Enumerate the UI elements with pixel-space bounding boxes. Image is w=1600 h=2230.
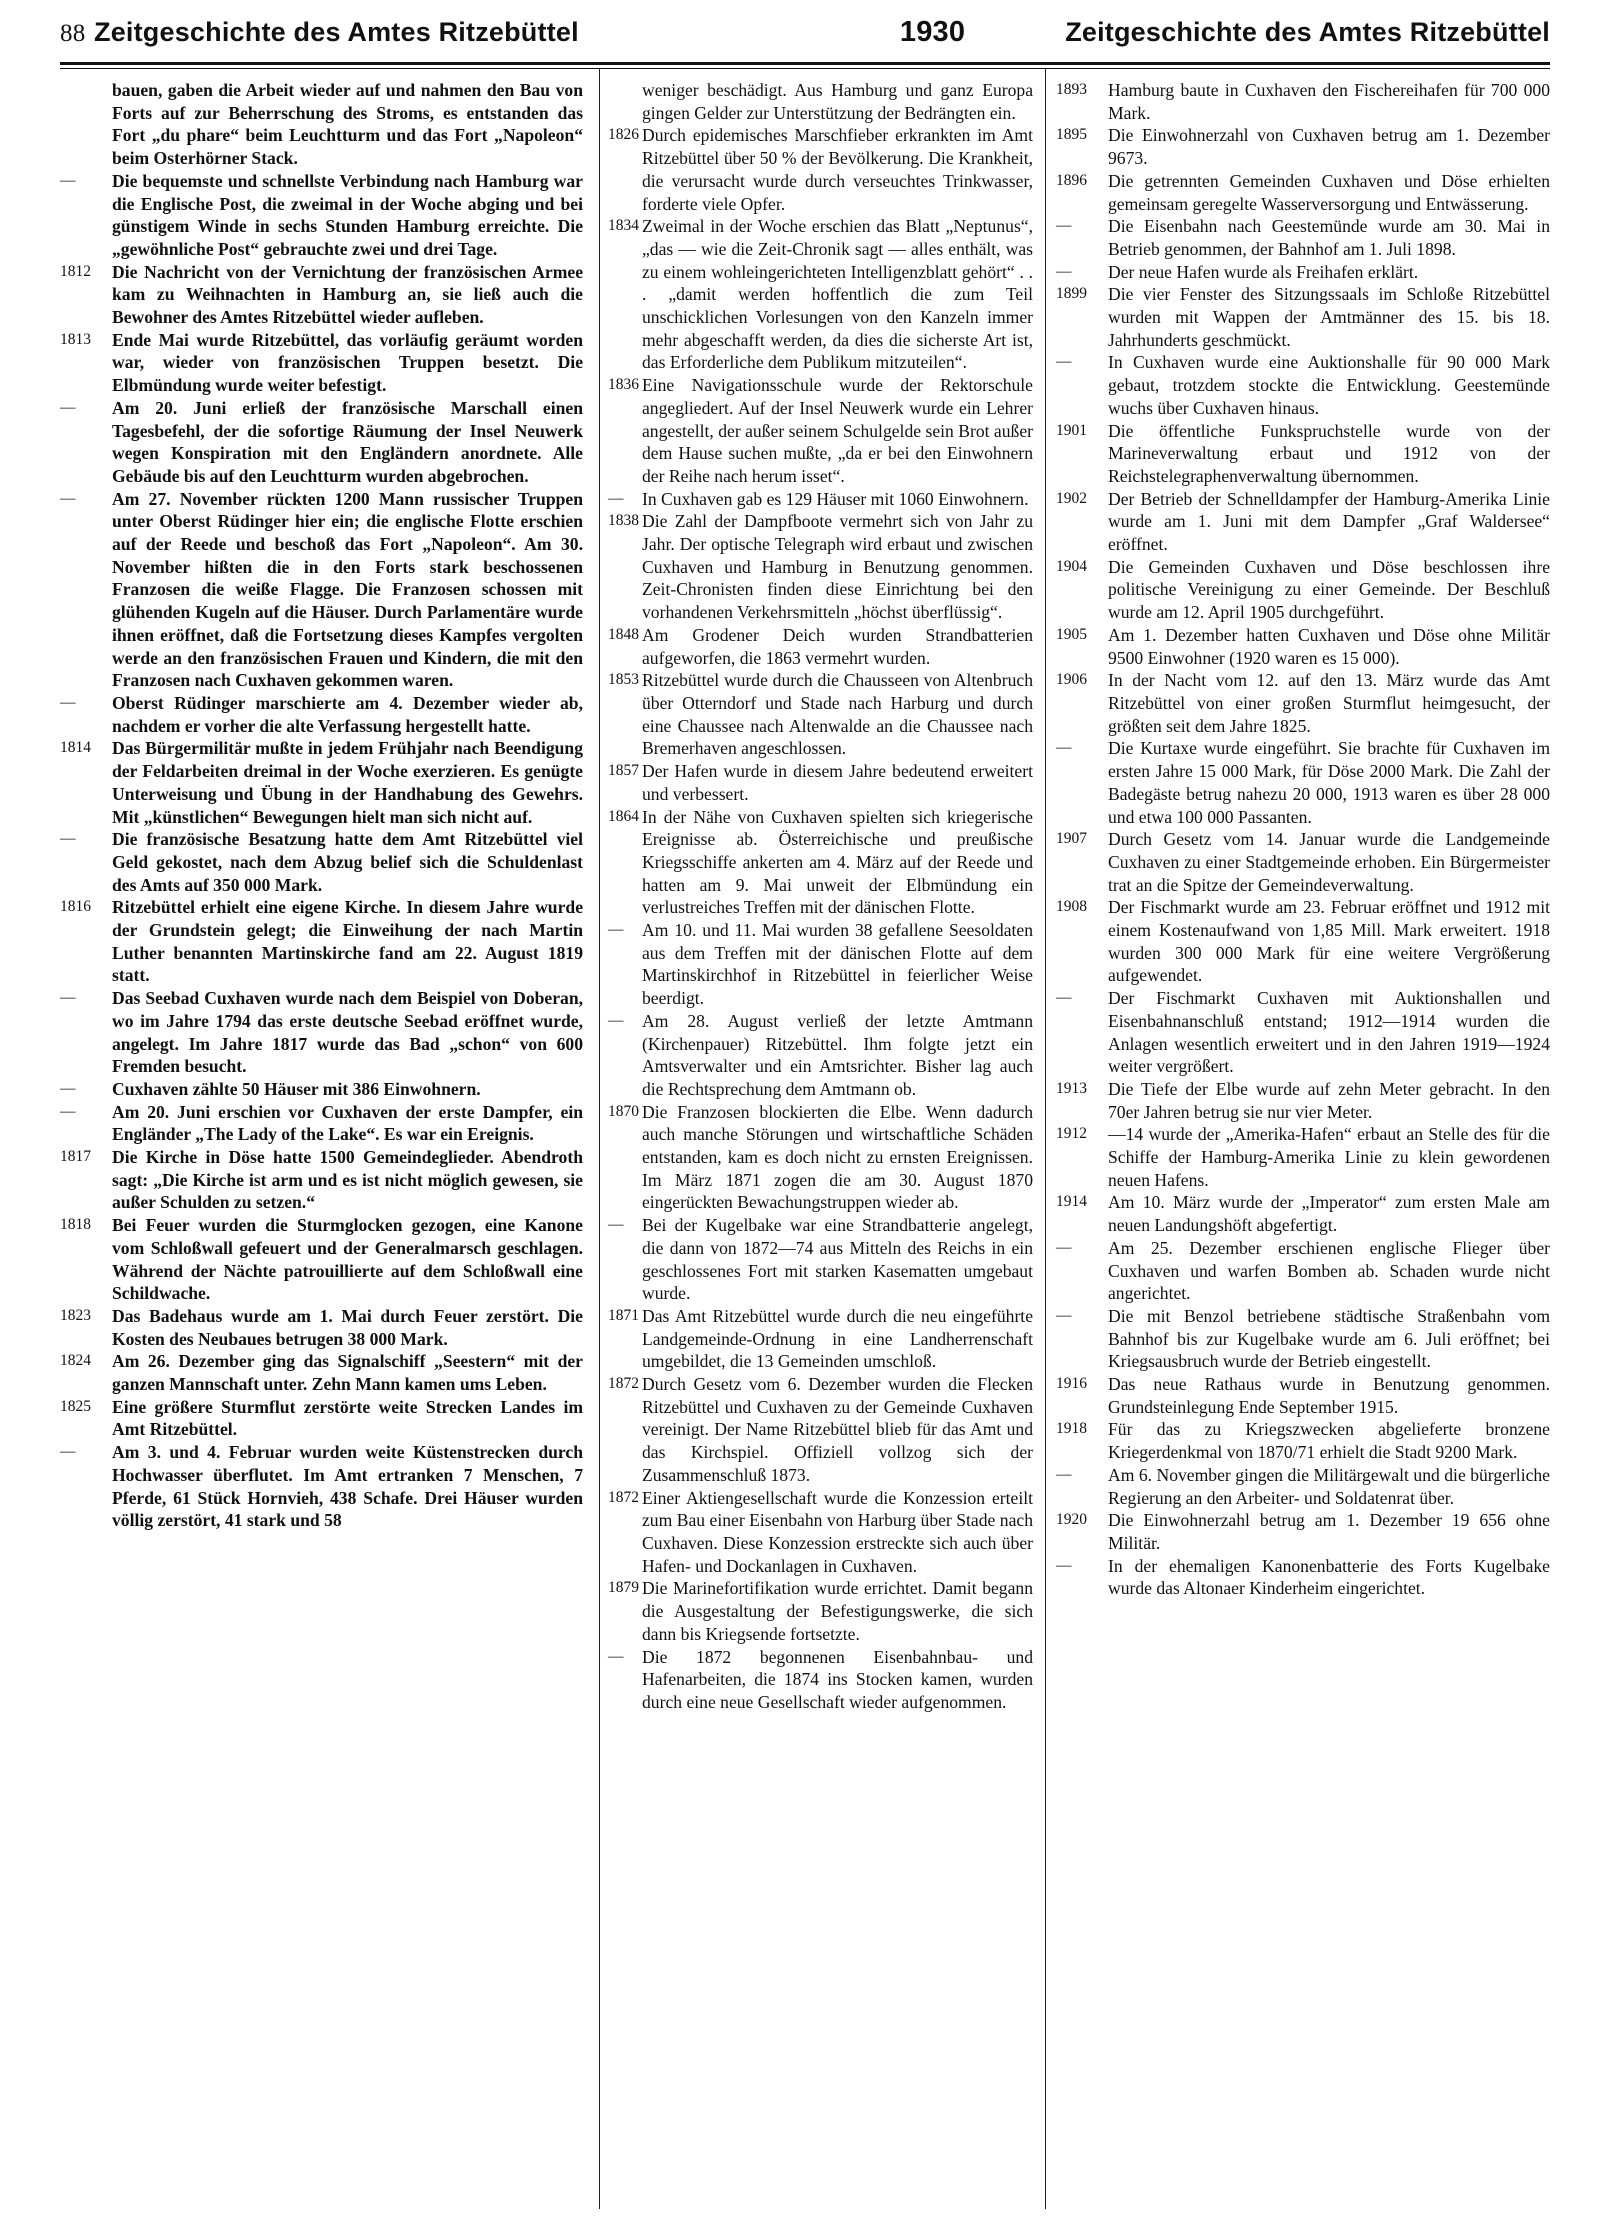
chronicle-entry <box>608 79 1033 124</box>
chronicle-entry <box>60 1305 583 1350</box>
chronicle-entry <box>608 919 1033 1010</box>
text-columns <box>60 69 1550 2209</box>
entry-year: 1824 <box>60 1352 91 1370</box>
chronicle-entry <box>60 1078 583 1101</box>
entry-text: Hamburg baute in Cuxhaven den Fischereihafen für 700 000 Mark. <box>1108 80 1550 123</box>
entry-year: 1817 <box>60 1148 91 1166</box>
chronicle-entry <box>608 374 1033 488</box>
entry-text: Die Gemeinden Cuxhaven und Döse beschlossen ihre politische Vereinigung zu einer Gemeinde. Der Beschluß wurde am 12. April 1905 durchgeführt. <box>1108 556 1550 623</box>
chronicle-entry <box>608 1373 1033 1487</box>
entry-text: Am Grodener Deich wurden Strandbatterien aufgeworfen, die 1863 vermehrt wurden. <box>642 624 1033 668</box>
entry-text: Am 26. Dezember ging das Signalschiff „Seestern“ mit der ganzen Mannschaft unter. Zehn Mann kamen ums Leben. <box>112 1351 583 1395</box>
header-rule <box>60 62 1550 65</box>
entry-text: Der Hafen wurde in diesem Jahre bedeutend erweitert und verbessert. <box>642 761 1033 804</box>
entry-year: 1870 <box>608 1102 639 1120</box>
entry-text: Am 28. August verließ der letzte Amtmann (Kirchenpauer) Ritzebüttel. Ihm folgte jetzt ein Amtsverwalter und ein Amtsrichter. Bisher lag auch die Rechtsprechung dem Amtmann ob. <box>642 1010 1033 1099</box>
entry-text: Das Seebad Cuxhaven wurde nach dem Beispiel von Doberan, wo im Jahre 1794 das erste deutsche Seebad eröffnet wurde, angelegt. Im Jahre 1817 wurde das Bad „schon“ von 600 Fremden besucht. <box>112 988 583 1077</box>
entry-text: Die Einwohnerzahl betrug am 1. Dezember 19 656 ohne Militär. <box>1108 1510 1550 1553</box>
chronicle-entry <box>608 1646 1033 1714</box>
chronicle-entry <box>608 1010 1033 1101</box>
chronicle-entry <box>1056 1464 1550 1509</box>
entry-year: — <box>60 1102 76 1120</box>
chronicle-entry <box>60 828 583 896</box>
entry-text: Durch Gesetz vom 6. Dezember wurden die Flecken Ritzebüttel und Cuxhaven zu der Gemeinde Cuxhaven vereinigt. Der Name Ritzebüttel blieb für das Amt und das Kirchspiel. Offiziell vollzog sich der Zusammenschluß 1873. <box>642 1374 1033 1485</box>
entry-year: — <box>1056 1238 1072 1256</box>
entry-text: In Cuxhaven wurde eine Auktionshalle für 90 000 Mark gebaut, trotzdem stockte die Entwicklung. Geestemünde wuchs über Cuxhaven hinaus. <box>1108 352 1550 418</box>
chronicle-entry <box>1056 488 1550 556</box>
entry-year: — <box>608 1216 624 1234</box>
entry-year: 1918 <box>1056 1420 1087 1438</box>
entry-text: Zweimal in der Woche erschien das Blatt „Neptunus“, „das — wie die Zeit-Chronik sagt — alles enthält, was zu einem wohleingerichteten Intelligenzblatt gehört“ . . . „damit werden hoffentlich die zum Teil unschicklichen Vorlesungen von den Kanzeln immer mehr abgeschafft werden, da dies die sicherste Art ist, das Erforderliche dem Publikum mitzuteilen“. <box>642 216 1033 373</box>
entry-year: 1871 <box>608 1306 639 1324</box>
entry-text: Am 20. Juni erließ der französische Marschall einen Tagesbefehl, der die sofortige Räumung der Insel Neuwerk wegen Konspiration mit den Engländern anordnete. Alle Gebäude bis auf den Leuchtturm wurden abgebrochen. <box>112 397 583 486</box>
entry-text: Durch Gesetz vom 14. Januar wurde die Landgemeinde Cuxhaven zu einer Stadtgemeinde erhoben. Ein Bürgermeister trat an die Spitze der Gemeindeverwaltung. <box>1108 829 1550 895</box>
chronicle-entry <box>1056 1418 1550 1463</box>
entry-year: 1920 <box>1056 1511 1087 1529</box>
chronicle-entry <box>1056 987 1550 1078</box>
entry-text: Der Fischmarkt wurde am 23. Februar eröffnet und 1912 mit einem Kostenaufwand von 1,85 Mill. Mark erweitert. 1918 wurden 300 000 Mark für eine weitere Vergrößerung aufgewendet. <box>1108 897 1550 986</box>
entry-year: 1864 <box>608 807 639 825</box>
entry-year: 1848 <box>608 625 639 643</box>
entry-text: In Cuxhaven gab es 129 Häuser mit 1060 Einwohnern. <box>642 488 1029 509</box>
chronicle-entry <box>1056 420 1550 488</box>
entry-text: Die Tiefe der Elbe wurde auf zehn Meter gebracht. In den 70er Jahren betrug sie nur vier Meter. <box>1108 1078 1550 1122</box>
entry-year: 1872 <box>608 1375 639 1393</box>
chronicle-entry <box>608 760 1033 805</box>
chronicle-entry <box>1056 79 1550 124</box>
running-title-right: Zeitgeschichte des Amtes Ritzebüttel <box>1065 17 1550 47</box>
entry-year: 1901 <box>1056 421 1087 439</box>
entry-text: Die französische Besatzung hatte dem Amt Ritzebüttel viel Geld gekostet, nach dem Abzug belief sich die Schuldenlast des Amts auf 350 000 Mark. <box>112 829 583 895</box>
entry-text: Am 3. und 4. Februar wurden weite Küstenstrecken durch Hochwasser überflutet. Im Amt ertranken 7 Menschen, 7 Pferde, 61 Stück Hornvieh, 438 Schafe. Drei Häuser wurden völlig zerstört, 41 stark und 58 <box>112 1442 583 1531</box>
entry-year: 1826 <box>608 126 639 144</box>
entry-text: Bei der Kugelbake war eine Strandbatterie angelegt, die dann von 1872—74 aus Mitteln des Reichs in ein geschlossenes Fort mit starken Kasematten umgebaut wurde. <box>642 1215 1033 1304</box>
chronicle-entry <box>60 397 583 488</box>
chronicle-entry <box>608 1305 1033 1373</box>
entry-year: — <box>1056 1465 1072 1483</box>
entry-text: Ende Mai wurde Ritzebüttel, das vorläufig geräumt worden war, wieder von französischen Truppen besetzt. Die Elbmündung wurde weiter befestigt. <box>112 329 583 396</box>
entry-text: In der ehemaligen Kanonenbatterie des Forts Kugelbake wurde das Altonaer Kinderheim eingerichtet. <box>1108 1555 1550 1599</box>
entry-year: 1816 <box>60 898 91 916</box>
entry-year: — <box>60 989 76 1007</box>
entry-text: Am 6. November gingen die Militärgewalt und die bürgerliche Regierung an den Arbeiter- und Soldatenrat über. <box>1108 1464 1550 1508</box>
chronicle-entry <box>60 261 583 329</box>
entry-text: Die Marinefortifikation wurde errichtet. Damit begann die Ausgestaltung der Befestigungswerke, die sich dann bis Kriegsende fortsetzte. <box>642 1578 1033 1644</box>
chronicle-entry <box>608 1101 1033 1215</box>
entry-text: Durch epidemisches Marschfieber erkrankten im Amt Ritzebüttel über 50 % der Bevölkerung. Die Krankheit, die verursacht wurde durch verseuchtes Trinkwasser, forderte viele Opfer. <box>642 125 1033 214</box>
entry-year: — <box>1056 1306 1072 1324</box>
entry-text: Am 1. Dezember hatten Cuxhaven und Döse ohne Militär 9500 Einwohner (1920 waren es 15 000). <box>1108 624 1550 668</box>
chronicle-entry <box>60 1441 583 1532</box>
chronicle-entry <box>60 329 583 397</box>
entry-text: Die Eisenbahn nach Geestemünde wurde am 30. Mai in Betrieb genommen, der Bahnhof am 1. Juli 1898. <box>1108 216 1550 259</box>
chronicle-entry <box>1056 669 1550 737</box>
entry-text: Die getrennten Gemeinden Cuxhaven und Döse erhielten gemeinsam geregelte Wasserversorgung und Entwässerung. <box>1108 170 1550 214</box>
entry-text: Ritzebüttel erhielt eine eigene Kirche. In diesem Jahre wurde der Grundstein gelegt; die Einweihung der nach Martin Luther benannten Martinskirche fand am 22. August 1819 statt. <box>112 897 583 986</box>
chronicle-entry <box>1056 1509 1550 1554</box>
entry-text: Ritzebüttel wurde durch die Chausseen von Altenbruch über Otterndorf und Stade nach Harburg und durch eine Chaussee nach Altenwalde an die Chaussee nach Bremerhaven angeschlossen. <box>642 670 1033 759</box>
entry-text: Der Betrieb der Schnelldampfer der Hamburg-Amerika Linie wurde am 1. Juni mit dem Dampfer „Graf Waldersee“ eröffnet. <box>1108 488 1550 555</box>
entry-text: Am 10. und 11. Mai wurden 38 gefallene Seesoldaten aus dem Treffen mit der dänischen Flotte auf dem Martinskirchhof in Ritzebüttel in feierlicher Weise beerdigt. <box>642 920 1033 1009</box>
entry-year: — <box>608 1647 624 1665</box>
chronicle-entry <box>1056 351 1550 419</box>
entry-year: 1912 <box>1056 1125 1087 1143</box>
entry-year: 1908 <box>1056 898 1087 916</box>
entry-year: 1812 <box>60 262 91 280</box>
entry-year: 1857 <box>608 762 639 780</box>
entry-year: 1872 <box>608 1488 639 1506</box>
chronicle-entry <box>60 1146 583 1214</box>
chronicle-entry <box>608 488 1033 511</box>
chronicle-entry <box>60 737 583 828</box>
column-left <box>60 69 600 2209</box>
chronicle-entry <box>1056 170 1550 215</box>
chronicle-entry <box>60 79 583 170</box>
entry-year: — <box>1056 989 1072 1007</box>
entry-text: Die 1872 begonnenen Eisenbahnbau- und Hafenarbeiten, die 1874 ins Stocken kamen, wurden durch eine neue Gesellschaft wieder aufgenommen. <box>642 1646 1033 1712</box>
chronicle-entry <box>1056 1191 1550 1236</box>
chronicle-entry <box>60 896 583 987</box>
chronicle-entry <box>608 669 1033 760</box>
entry-text: Eine größere Sturmflut zerstörte weite Strecken Landes im Amt Ritzebüttel. <box>112 1396 583 1440</box>
chronicle-entry <box>608 806 1033 920</box>
entry-year: — <box>60 489 76 507</box>
chronicle-entry <box>1056 1123 1550 1191</box>
entry-year: — <box>60 398 76 416</box>
entry-text: Die Zahl der Dampfboote vermehrt sich von Jahr zu Jahr. Der optische Telegraph wird erbaut und zwischen Cuxhaven und Hamburg in Benutzung genommen. Zeit-Chronisten finden diese Einrichtung bei den vorhandenen Verkehrsmitteln „höchst überflüssig“. <box>642 511 1033 623</box>
chronicle-entry <box>608 1487 1033 1578</box>
entry-year: — <box>60 830 76 848</box>
chronicle-entry <box>60 488 583 692</box>
page-number: 88 <box>60 20 86 47</box>
header-year: 1930 <box>899 16 966 48</box>
entry-text: Oberst Rüdinger marschierte am 4. Dezember wieder ab, nachdem er vorher die alte Verfassung hergestellt hatte. <box>112 692 583 736</box>
entry-year: 1916 <box>1056 1375 1087 1393</box>
entry-year: 1838 <box>608 512 639 530</box>
chronicle-entry <box>608 624 1033 669</box>
chronicle-entry <box>1056 124 1550 169</box>
entry-year: 1913 <box>1056 1079 1087 1097</box>
entry-text: Das Amt Ritzebüttel wurde durch die neu eingeführte Landgemeinde-Ordnung in eine Landherrenschaft umgebildet, die 13 Gemeinden umschloß. <box>642 1305 1033 1372</box>
entry-year: — <box>60 693 76 711</box>
chronicle-entry <box>60 1214 583 1305</box>
entry-year: 1914 <box>1056 1193 1087 1211</box>
page-header <box>60 16 1550 54</box>
chronicle-entry <box>1056 283 1550 351</box>
entry-text: Am 10. März wurde der „Imperator“ zum ersten Male am neuen Landungshöft abgefertigt. <box>1108 1192 1550 1236</box>
entry-text: In der Nähe von Cuxhaven spielten sich kriegerische Ereignisse ab. Österreichische und preußische Kriegsschiffe ankerten am 4. März auf der Reede und hatten am 9. Mai unweit der Elbmündung ein verlustreiches Treffen mit der dänischen Flotte. <box>642 806 1033 918</box>
entry-text: Das Badehaus wurde am 1. Mai durch Feuer zerstört. Die Kosten des Neubaues betrugen 38 000 Mark. <box>112 1305 583 1349</box>
running-title-left: Zeitgeschichte des Amtes Ritzebüttel <box>94 17 579 47</box>
entry-text: Die bequemste und schnellste Verbindung nach Hamburg war die Englische Post, die zweimal in der Woche abging und bei günstigem Winde in sechs Stunden Hamburg erreichte. Die „gewöhnliche Post“ gebrauchte zwei und drei Tage. <box>112 170 583 259</box>
entry-year: — <box>608 921 624 939</box>
entry-year: 1895 <box>1056 126 1087 144</box>
entry-text: Die mit Benzol betriebene städtische Straßenbahn vom Bahnhof bis zur Kugelbake wurde am 6. Juli eröffnet; bei Kriegsausbruch wurde der Betrieb eingestellt. <box>1108 1305 1550 1372</box>
entry-text: Die vier Fenster des Sitzungssaals im Schloße Ritzebüttel wurden mit Wappen der Amtmänner des 15. bis 18. Jahrhunderts geschmückt. <box>1108 284 1550 350</box>
chronicle-entry <box>1056 624 1550 669</box>
chronicle-entry <box>60 1396 583 1441</box>
entry-text: Die öffentliche Funkspruchstelle wurde von der Marineverwaltung erbaut und 1912 von der Reichstelegraphenverwaltung übernommen. <box>1108 420 1550 486</box>
entry-year: — <box>60 171 76 189</box>
chronicle-entry <box>608 215 1033 374</box>
entry-year: 1814 <box>60 739 91 757</box>
entry-year: 1834 <box>608 217 639 235</box>
entry-year: — <box>1056 739 1072 757</box>
entry-year: 1836 <box>608 376 639 394</box>
chronicle-entry <box>608 124 1033 215</box>
chronicle-entry <box>60 987 583 1078</box>
chronicle-entry <box>608 1214 1033 1305</box>
entry-year: 1904 <box>1056 557 1087 575</box>
entry-text: bauen, gaben die Arbeit wieder auf und nahmen den Bau von Forts auf zur Beherrschung des Stroms, es entstanden das Fort „du phare“ beim Leuchtturm und das Fort „Napoleon“ beim Osterhörner Stack. <box>112 80 583 169</box>
entry-text: weniger beschädigt. Aus Hamburg und ganz Europa gingen Gelder zur Unterstützung der Bedrängten ein. <box>642 80 1033 123</box>
entry-text: Am 20. Juni erschien vor Cuxhaven der erste Dampfer, ein Engländer „The Lady of the Lake“. Es war ein Ereignis. <box>112 1101 583 1145</box>
entry-text: Die Nachricht von der Vernichtung der französischen Armee kam zu Weihnachten in Hamburg an, sie ließ auch die Bewohner des Amtes Ritzebüttel wieder aufleben. <box>112 261 583 328</box>
entry-year: 1896 <box>1056 171 1087 189</box>
entry-text: Einer Aktiengesellschaft wurde die Konzession erteilt zum Bau einer Eisenbahn von Harburg über Stade nach Cuxhaven. Diese Konzession erstreckte sich auch über Hafen- und Dockanlagen in Cuxhaven. <box>642 1487 1033 1576</box>
chronicle-entry <box>1056 1305 1550 1373</box>
entry-text: Das neue Rathaus wurde in Benutzung genommen. Grundsteinlegung Ende September 1915. <box>1108 1374 1550 1417</box>
entry-year: 1813 <box>60 330 91 348</box>
entry-text: Der neue Hafen wurde als Freihafen erklärt. <box>1108 261 1419 282</box>
entry-text: Das Bürgermilitär mußte in jedem Frühjahr nach Beendigung der Feldarbeiten dreimal in der Woche exerzieren. Es genügte Unterweisung und Übung in der Handhabung des Gewehrs. Mit „künstlichen“ Bewegungen hielt man sich nicht auf. <box>112 738 583 827</box>
entry-year: 1899 <box>1056 285 1087 303</box>
chronicle-entry <box>1056 1373 1550 1418</box>
entry-text: —14 wurde der „Amerika-Hafen“ erbaut an Stelle des für die Schiffe der Hamburg-Amerika Linie zu klein gewordenen neuen Hafens. <box>1108 1124 1550 1190</box>
chronicle-entry <box>60 170 583 261</box>
entry-text: Eine Navigationsschule wurde der Rektorschule angegliedert. Auf der Insel Neuwerk wurde ein Lehrer angestellt, der außer seinem Schulgelde sein Brot außer dem Hause suchen mußte, „da er bei den Einwohnern der Reihe nach herum isset“. <box>642 375 1033 486</box>
chronicle-entry <box>1056 1237 1550 1305</box>
entry-text: Cuxhaven zählte 50 Häuser mit 386 Einwohnern. <box>112 1078 481 1099</box>
entry-year: 1853 <box>608 671 639 689</box>
entry-year: — <box>1056 262 1072 280</box>
entry-year: 1893 <box>1056 81 1087 98</box>
chronicle-entry <box>60 1101 583 1146</box>
entry-text: Am 27. November rückten 1200 Mann russischer Truppen unter Oberst Rüdinger hier ein; die englische Flotte erschien auf der Reede und beschoß das Fort „Napoleon“. Am 30. November hißten die in den Forts stark beschossenen Franzosen die weiße Flagge. Die Franzosen schossen mit glühenden Kugeln auf die Häuser. Durch Parlamentäre wurde ihnen eröffnet, daß die Fortsetzung dieses Kampfes vergolten werde an den französischen Frauen und Kindern, die mit den Franzosen nach Cuxhaven gekommen waren. <box>112 488 583 691</box>
column-right <box>1046 69 1550 2209</box>
entry-year: — <box>1056 353 1072 371</box>
entry-year: — <box>1056 217 1072 235</box>
entry-text: Die Kirche in Döse hatte 1500 Gemeindeglieder. Abendroth sagt: „Die Kirche ist arm und es ist nicht möglich gewesen, sie außer Schulden zu setzen.“ <box>112 1147 583 1213</box>
entry-year: — <box>1056 1556 1072 1574</box>
chronicle-entry <box>1056 896 1550 987</box>
entry-text: In der Nacht vom 12. auf den 13. März wurde das Amt Ritzebüttel von einer großen Sturmflut heimgesucht, der größten seit dem Jahre 1825. <box>1108 670 1550 736</box>
chronicle-entry <box>1056 1078 1550 1123</box>
entry-year: 1905 <box>1056 625 1087 643</box>
chronicle-entry <box>60 1350 583 1395</box>
entry-text: Die Einwohnerzahl von Cuxhaven betrug am 1. Dezember 9673. <box>1108 125 1550 169</box>
entry-text: Die Kurtaxe wurde eingeführt. Sie brachte für Cuxhaven im ersten Jahre 15 000 Mark, für Döse 2000 Mark. Die Zahl der Badegäste betrug nahezu 20 000, 1913 waren es über 28 000 und etwa 100 000 Passanten. <box>1108 738 1550 827</box>
entry-year <box>608 79 642 124</box>
entry-text: Bei Feuer wurden die Sturmglocken gezogen, eine Kanone vom Schloßwall gefeuert und der Generalmarsch geschlagen. Während der Nächte patrouillierte auf dem Schloßwall eine Schildwache. <box>112 1215 583 1304</box>
chronicle-entry <box>1056 1555 1550 1600</box>
entry-year: 1902 <box>1056 489 1087 507</box>
chronicle-entry <box>1056 828 1550 896</box>
entry-text: Der Fischmarkt Cuxhaven mit Auktionshallen und Eisenbahnanschluß entstand; 1912—1914 wurden die Anlagen wesentlich erweitert und in den Jahren 1919—1924 weiter vergrößert. <box>1108 988 1550 1077</box>
chronicle-entry <box>1056 737 1550 828</box>
chronicle-entry <box>1056 556 1550 624</box>
entry-year: — <box>60 1443 76 1461</box>
chronicle-entry <box>60 692 583 737</box>
entry-year: 1818 <box>60 1216 91 1234</box>
chronicle-entry <box>608 510 1033 624</box>
entry-year: 1823 <box>60 1306 91 1324</box>
entry-year <box>60 79 112 170</box>
entry-year: — <box>608 1011 624 1029</box>
entry-text: Für das zu Kriegszwecken abgelieferte bronzene Kriegerdenkmal von 1870/71 erhielt die Stadt 9200 Mark. <box>1108 1419 1550 1463</box>
chronicle-entry <box>1056 215 1550 260</box>
chronicle-entry <box>608 1577 1033 1645</box>
entry-year: 1906 <box>1056 671 1087 689</box>
entry-year: 1879 <box>608 1579 639 1597</box>
chronicle-entry <box>1056 261 1550 284</box>
entry-text: Die Franzosen blockierten die Elbe. Wenn dadurch auch manche Störungen und wirtschaftliche Schäden entstanden, kam es doch nicht zu ernsten Ereignissen. Im März 1871 zogen die am 30. August 1870 eingerückten Bewachungstruppen wieder ab. <box>642 1101 1033 1213</box>
entry-year: — <box>60 1079 76 1097</box>
entry-text: Am 25. Dezember erschienen englische Flieger über Cuxhaven und warfen Bomben ab. Schaden wurde nicht angerichtet. <box>1108 1237 1550 1304</box>
entry-year: — <box>608 489 624 507</box>
entry-year: 1825 <box>60 1397 91 1415</box>
entry-year: 1907 <box>1056 830 1087 848</box>
column-middle <box>600 69 1046 2209</box>
